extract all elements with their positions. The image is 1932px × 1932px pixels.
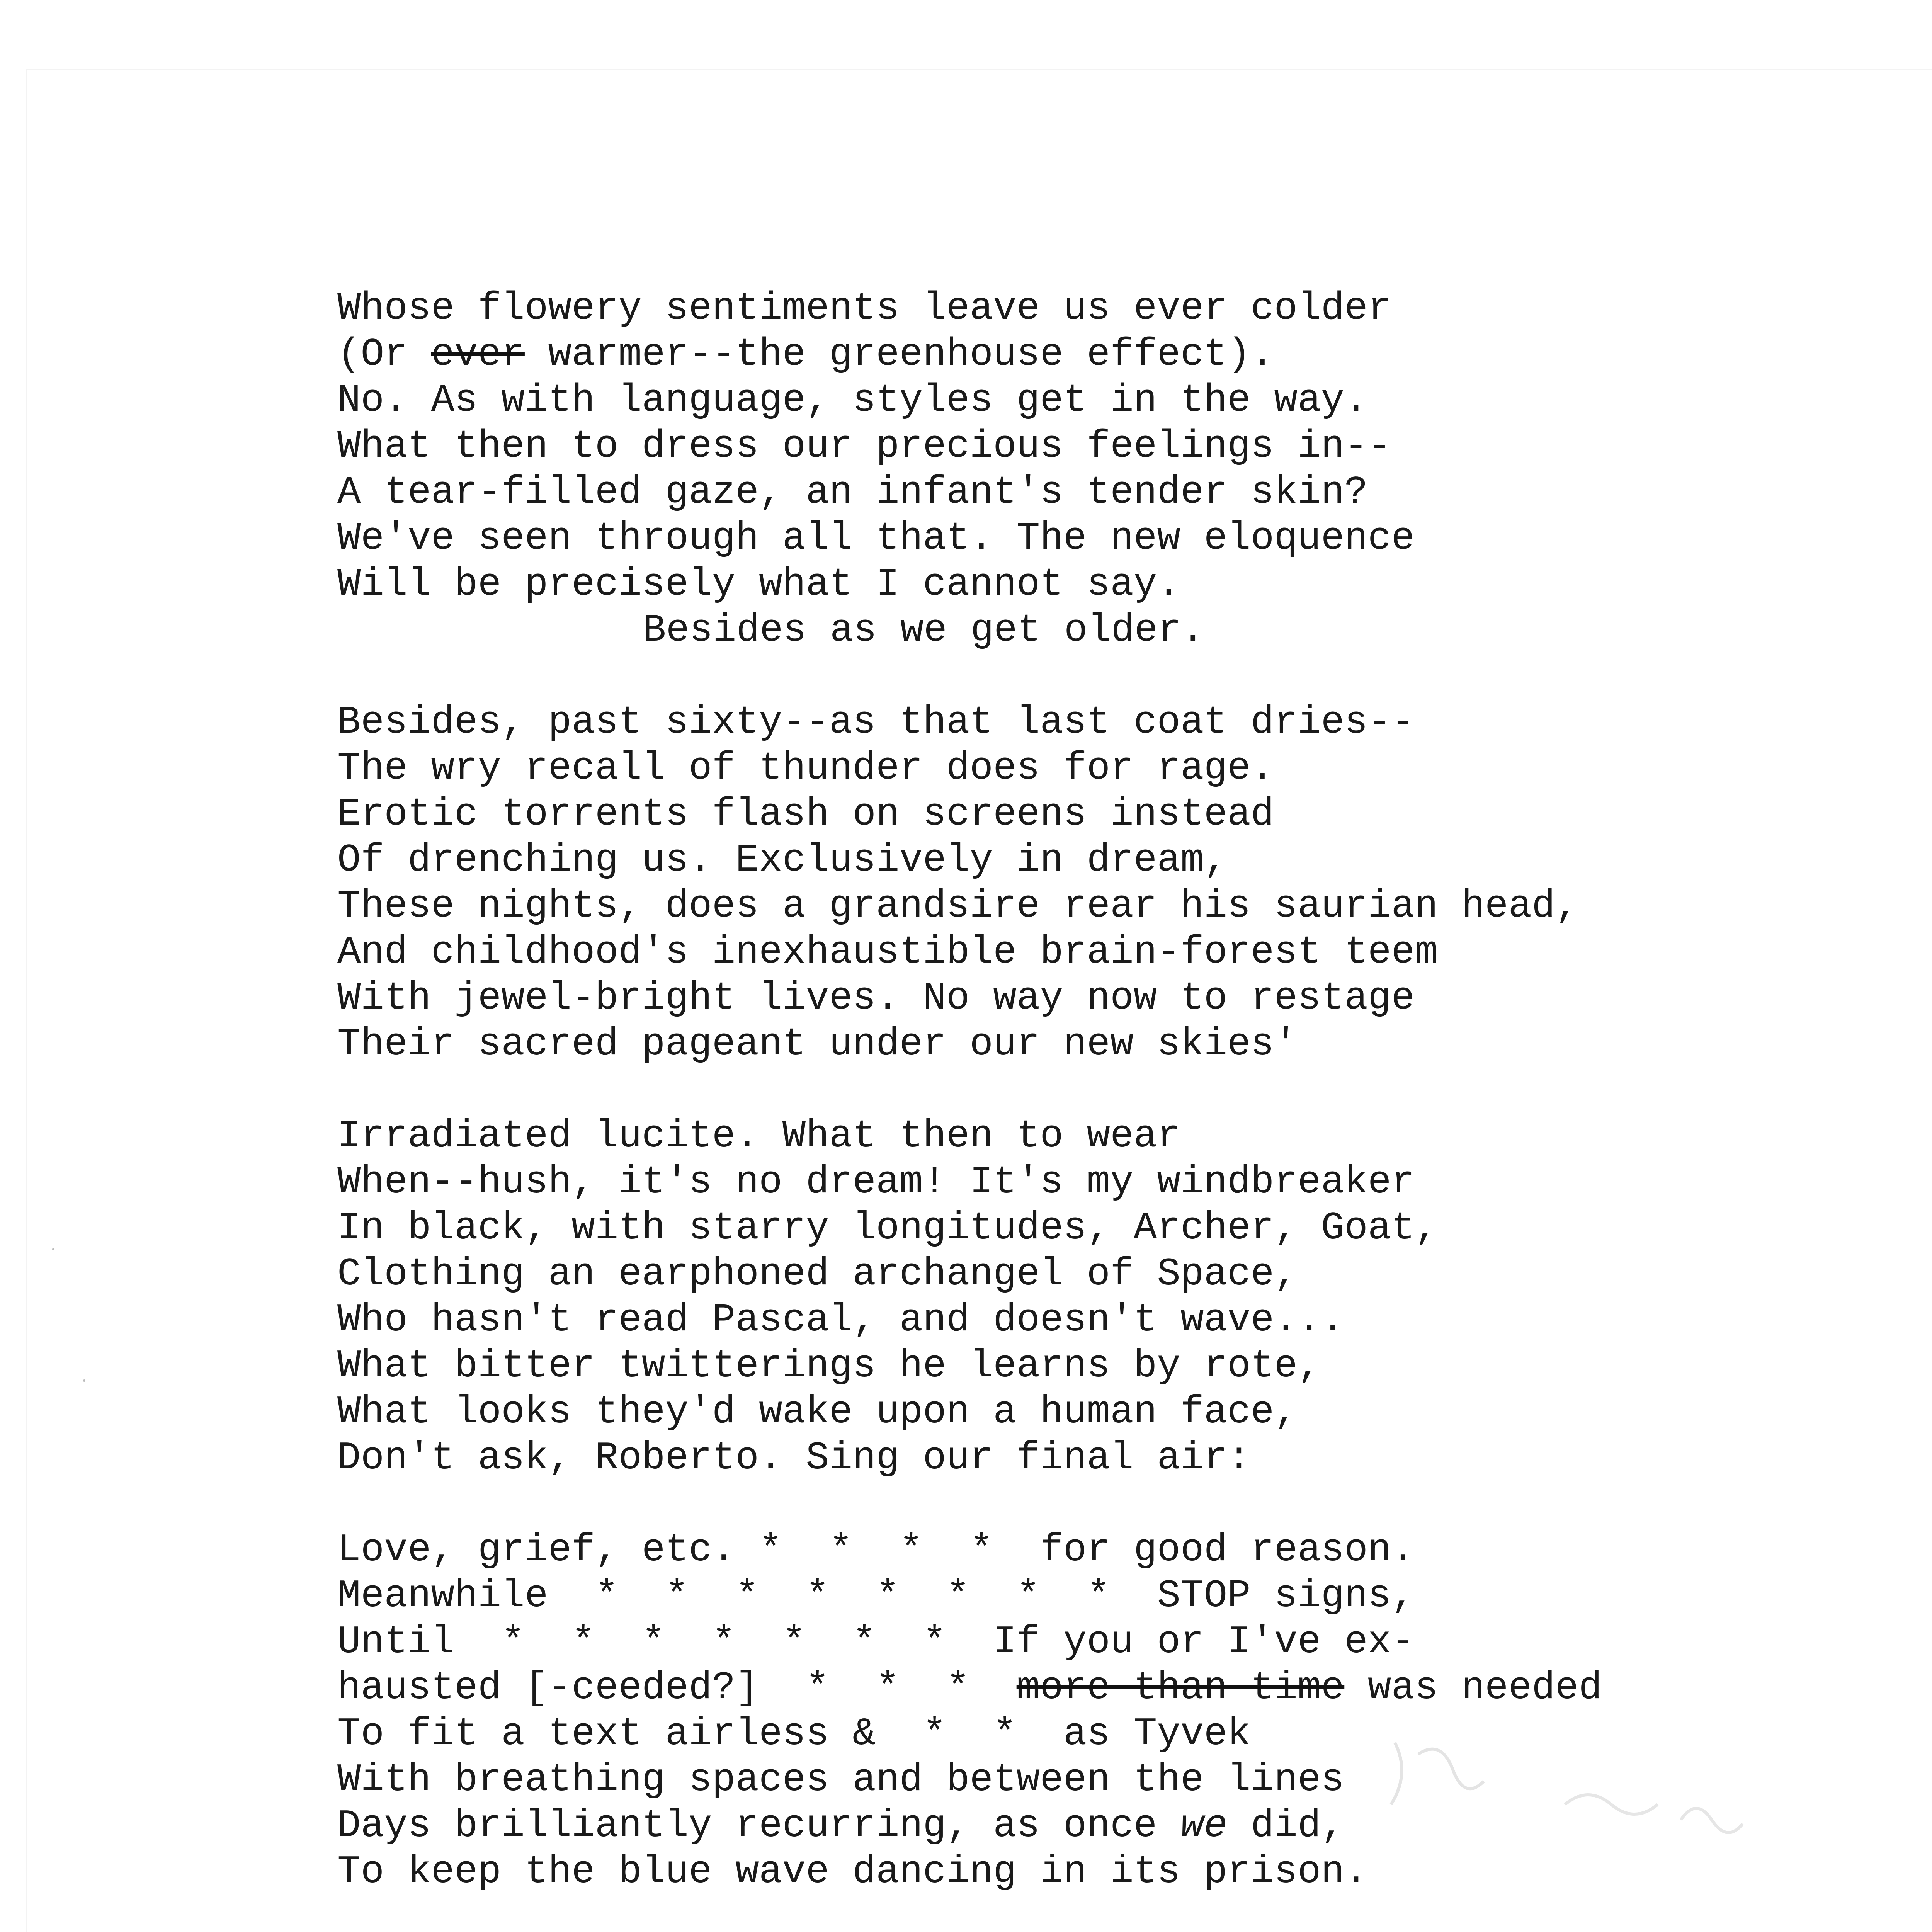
poem-line: Of drenching us. Exclusively in dream, [337,838,1228,883]
poem-line-with-deletion [337,1665,1922,1711]
stanza-3 [337,1114,1922,1481]
stanza-4 [337,1527,1922,1895]
stanza-break [337,1481,1922,1527]
poem-line: Erotic torrents flash on screens instead [337,793,1274,837]
line-text: hausted [-ceeded?] * * * [337,1666,1017,1710]
poem-line: No. As with language, styles get in the way. [337,379,1368,423]
line-text: warmer--the greenhouse effect). [524,333,1274,377]
paper-speck [52,1248,54,1250]
poem-line: These nights, does a grandsire rear his saurian head, [337,884,1579,929]
poem-line: Their sacred pageant under our new skies' [337,1022,1298,1066]
poem-line: What then to dress our precious feelings in-- [337,425,1391,469]
poem-line: When--hush, it's no dream! It's my windbreaker [337,1160,1415,1204]
stanza-break [337,654,1922,700]
poem-line: Meanwhile * * * * * * * * STOP signs, [337,1574,1415,1618]
poem-line: Clothing an earphoned archangel of Space, [337,1252,1298,1296]
poem-line-with-italic [337,1803,1922,1849]
poem-line: In black, with starry longitudes, Archer, Goat, [337,1206,1438,1250]
poem-line: With breathing spaces and between the lines [337,1758,1345,1802]
struck-word: ever [431,333,525,377]
poem-line: A tear-filled gaze, an infant's tender skin? [337,471,1368,515]
poem-line: Whose flowery sentiments leave us ever colder [337,287,1391,331]
poem-line: Besides, past sixty--as that last coat dries-- [337,701,1415,745]
poem-line: Love, grief, etc. * * * * for good reason. [337,1528,1415,1572]
line-text: Days brilliantly recurring, as once [337,1804,1180,1848]
poem-line: What bitter twitterings he learns by rote, [337,1344,1321,1388]
poem-line: Until * * * * * * * If you or I've ex- [337,1620,1415,1664]
poem-line: And childhood's inexhaustible brain-forest teem [337,930,1438,975]
stanza-2 [337,700,1922,1068]
line-text: did, [1227,1804,1345,1848]
poem-line: Don't ask, Roberto. Sing our final air: [337,1436,1251,1480]
stanza-1 [337,286,1922,654]
line-text: (Or [337,333,431,377]
line-text: was needed [1344,1666,1602,1710]
paper-speck [83,1379,85,1382]
poem-line-indented: Besides as we get older. [643,609,1205,653]
poem-line: To fit a text airless & * * as Tyvek [337,1712,1251,1756]
stanza-break [337,1068,1922,1114]
poem-line: The wry recall of thunder does for rage. [337,747,1274,791]
poem-line: Who hasn't read Pascal, and doesn't wave... [337,1298,1345,1342]
italic-word: we [1180,1804,1228,1848]
poem-line: With jewel-bright lives. No way now to restage [337,976,1415,1020]
struck-phrase: more than time [1016,1666,1345,1710]
poem-line: We've seen through all that. The new eloquence [337,517,1415,561]
poem-line: What looks they'd wake upon a human face, [337,1390,1298,1434]
poem-line: Will be precisely what I cannot say. [337,563,1180,607]
poem-line: Irradiated lucite. What then to wear [337,1114,1180,1158]
poem-text [337,286,1922,1895]
poem-line-with-deletion [337,332,1922,378]
poem-line: To keep the blue wave dancing in its prison. [337,1850,1368,1894]
